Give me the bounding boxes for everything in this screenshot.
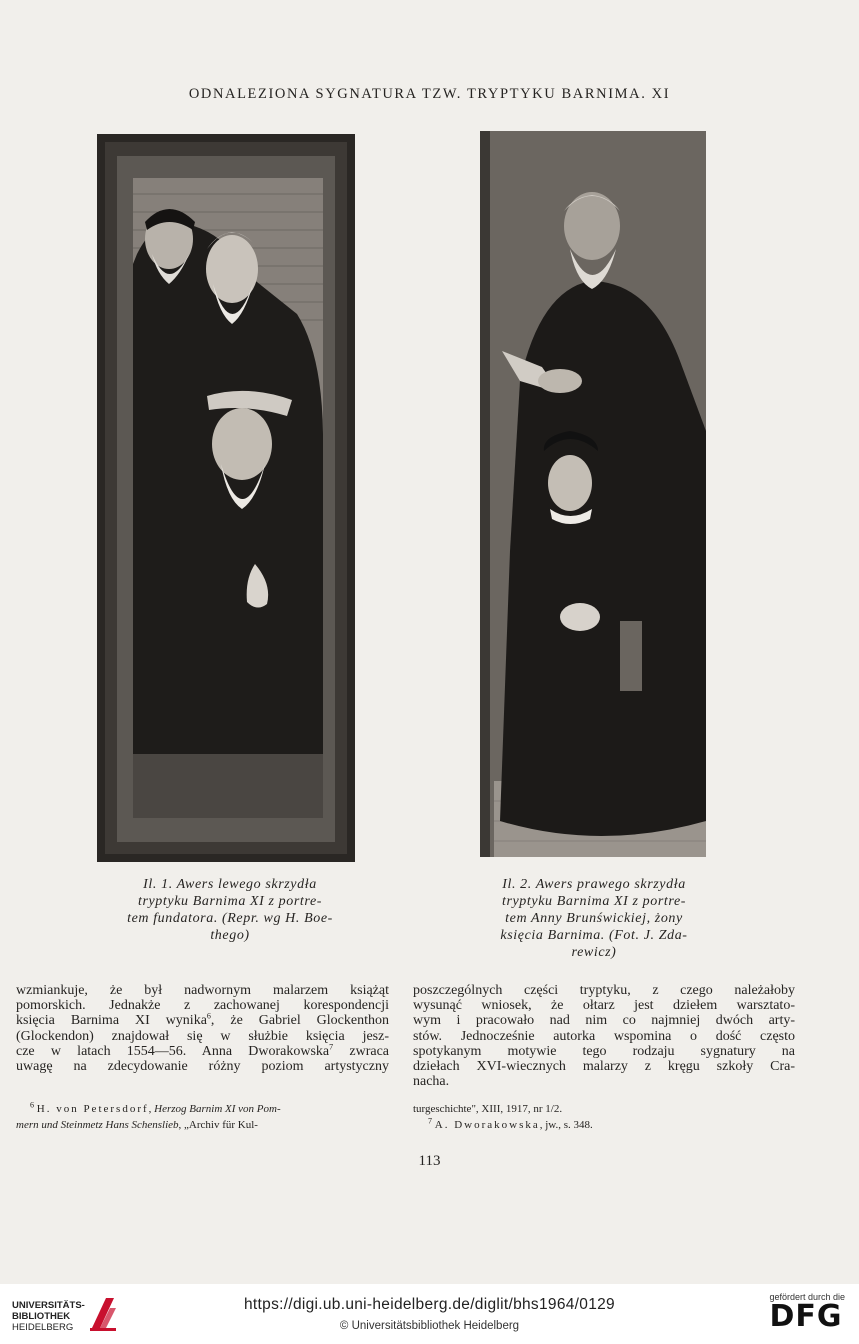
copyright-notice: © Universitätsbibliothek Heidelberg (339, 1320, 520, 1332)
text-line (16, 1013, 389, 1028)
text-segment: zwraca (333, 1043, 389, 1059)
text-line: (Glockendon) znajdował się w służbie księcia jesz- (16, 1028, 389, 1044)
text-line: spotykanym motywie tego rodzaju sygnatury na (413, 1043, 795, 1059)
text-line: uwagę na zdecydowanie różny poziom artystyczny (16, 1059, 389, 1075)
caption-line: Il. 2. Awers prawego skrzydła (502, 877, 686, 892)
caption-figure-1 (108, 876, 352, 944)
text-line: wym i pracowało nad nim co najmniej dwóch arty- (413, 1013, 795, 1029)
text-line: poszczególnych części tryptyku, z czego należałoby (413, 983, 795, 998)
caption-line: thego) (210, 928, 250, 943)
text-line (16, 1044, 389, 1059)
body-text-left-column (16, 983, 389, 1074)
caption-line: księcia Barnima. (Fot. J. Zda- (500, 928, 688, 943)
text-segment: cze w latach 1554—56. Anna Dworakowska (16, 1043, 330, 1059)
text-line: dziełach XVI-wiecznych malarzy z kręgu szkoły Cra- (413, 1059, 795, 1075)
dfg-funding-logo[interactable] (769, 1292, 845, 1332)
text-segment: , że Gabriel Glockenthon (210, 1013, 389, 1029)
caption-line: tem fundatora. (Repr. wg H. Boe- (127, 911, 333, 926)
viewer-footer (0, 1284, 859, 1344)
caption-line: Il. 1. Awers lewego skrzydła (143, 877, 317, 892)
footnote-title: mern und Steinmetz Hans Schenslieb (16, 1119, 179, 1131)
footnote-text: , jw., s. 348. (539, 1119, 593, 1131)
running-header: ODNALEZIONA SYGNATURA TZW. TRYPTYKU BARNIMA. XI (188, 86, 671, 102)
footnote-7 (428, 1117, 593, 1133)
footnote-author: H. von Petersdorf (36, 1103, 149, 1115)
caption-line: rewicz) (571, 945, 617, 960)
permalink-url[interactable]: https://digi.ub.uni-heidelberg.de/diglit/bhs1964/0129 (244, 1296, 615, 1313)
footnote-6-continued (413, 1101, 562, 1117)
page-number: 113 (418, 1153, 441, 1169)
text-line: stów. Jednocześnie autorka wspomina o dość często (413, 1028, 795, 1044)
figure-left-wing-painting (97, 134, 355, 862)
footnote-6: $^6$ H. von Petersdorf, Herzog Barnim XI von Pom- mern und Steinmetz Hans Schenslieb, „Archiv für Kul- (16, 1100, 281, 1131)
text-line: wzmiankuje, że był nadwornym malarzem książąt (16, 983, 389, 998)
text-line: wysunąć wniosek, że ołtarz jest dziełem warsztato- (413, 998, 795, 1014)
caption-figure-2 (470, 876, 718, 961)
footnote-author: A. Dworakowska (434, 1119, 540, 1131)
footnote-number: 7 (428, 1116, 432, 1126)
footnote-title: Herzog Barnim XI von Pom- (154, 1103, 281, 1115)
text-line: nacha. (413, 1074, 450, 1090)
text-segment: księcia Barnima XI wynika (16, 1013, 207, 1029)
funding-label: gefördert durch die (769, 1292, 845, 1302)
footnote-text: turgeschichte", XIII, 1917, nr 1/2. (413, 1103, 563, 1115)
logo-text: HEIDELBERG (12, 1322, 74, 1333)
footnote-ref-7[interactable]: 7 (329, 1042, 334, 1052)
logo-text: UNIVERSITÄTS- (12, 1300, 85, 1311)
text-line: pomorskich. Jednakże z zachowanej korespondencji (16, 998, 389, 1014)
footnote-ref-6[interactable]: 6 (206, 1011, 211, 1021)
figure-right-wing-painting (480, 131, 706, 857)
caption-line: tryptyku Barnima XI z portre- (137, 894, 323, 909)
footnote-number: 6 (30, 1100, 34, 1110)
footnote-text: , „Archiv für Kul- (178, 1119, 258, 1131)
logo-text: BIBLIOTHEK (12, 1311, 71, 1322)
caption-line: tem Anny Brunświckiej, żony (505, 911, 683, 926)
body-text-right-column (413, 983, 795, 1089)
dfg-logo-text: DFG (769, 1299, 843, 1334)
caption-line: tryptyku Barnima XI z portre- (501, 894, 687, 909)
